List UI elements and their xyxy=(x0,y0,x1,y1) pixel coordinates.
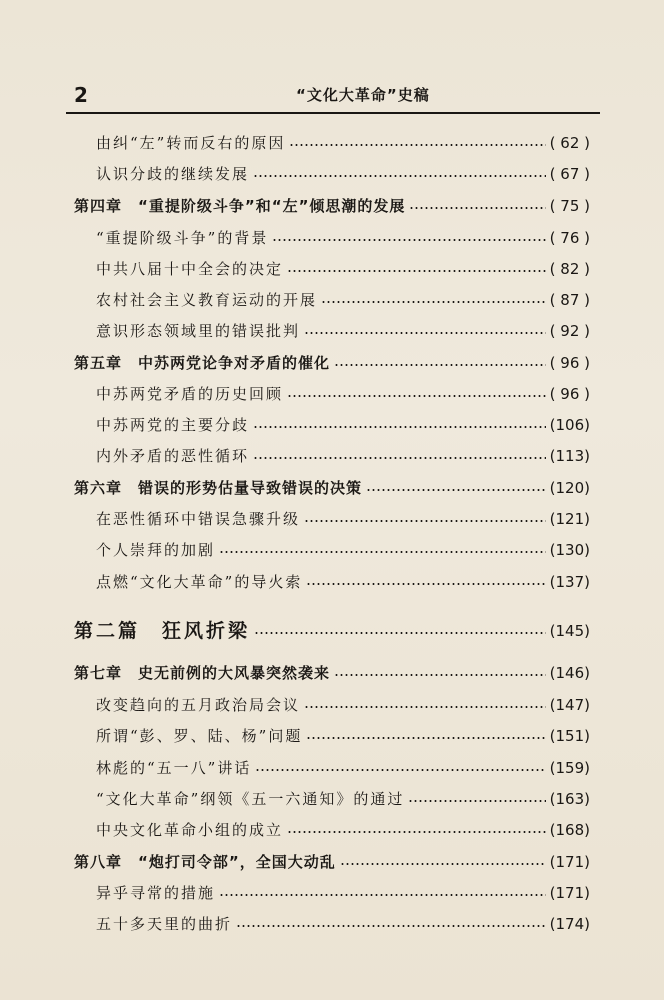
dot-leader xyxy=(219,894,546,896)
toc-entry-page: (137) xyxy=(549,573,590,591)
toc-entry-title: “重提阶级斗争”的背景 xyxy=(96,229,269,247)
toc-entry-title: 农村社会主义教育运动的开展 xyxy=(96,291,318,309)
dot-leader xyxy=(253,457,546,459)
toc-entry-page: (168) xyxy=(549,821,590,839)
toc-section-entry xyxy=(96,723,590,749)
toc-entry-title: 五十多天里的曲折 xyxy=(96,915,233,933)
dot-leader xyxy=(306,737,545,739)
toc-entry-title: 第二篇 狂风折梁 xyxy=(74,620,251,642)
toc-section-entry xyxy=(96,287,590,313)
dot-leader xyxy=(253,175,546,177)
toc-entry-page: ( 67 ) xyxy=(549,165,590,183)
toc-entry-page: (163) xyxy=(549,790,590,808)
toc-section-entry xyxy=(96,318,590,344)
toc-section-entry xyxy=(96,569,590,595)
toc-chapter-entry xyxy=(74,475,590,501)
toc-chapter-entry xyxy=(74,193,590,219)
toc-entry-page: ( 96 ) xyxy=(549,354,590,372)
toc-section-entry xyxy=(96,506,590,532)
toc-entry-page: ( 76 ) xyxy=(549,229,590,247)
toc-entry-page: (130) xyxy=(549,541,590,559)
toc-entry-page: ( 92 ) xyxy=(549,322,590,340)
toc-entry-page: ( 96 ) xyxy=(549,385,590,403)
toc-chapter-entry xyxy=(74,849,590,875)
toc-entry-title: 所谓“彭、罗、陆、杨”问题 xyxy=(96,727,303,745)
toc-entry-title: 第六章 错误的形势估量导致错误的决策 xyxy=(74,479,363,497)
dot-leader xyxy=(272,239,545,241)
dot-leader xyxy=(366,489,546,491)
toc-entry-title: 中共八届十中全会的决定 xyxy=(96,260,284,278)
toc-section-entry xyxy=(96,130,590,156)
toc-entry-page: (171) xyxy=(549,884,590,902)
dot-leader xyxy=(334,674,546,676)
running-title: “文化大革命”史稿 xyxy=(296,86,430,104)
dot-leader xyxy=(236,925,546,927)
dot-leader xyxy=(287,270,546,272)
toc-chapter-entry xyxy=(74,350,590,376)
toc-entry-title: 意识形态领域里的错误批判 xyxy=(96,322,301,340)
dot-leader xyxy=(289,144,545,146)
toc-chapter-entry xyxy=(74,660,590,686)
toc-entry-title: 第八章 “炮打司令部”，全国大动乱 xyxy=(74,853,336,871)
dot-leader xyxy=(254,632,546,634)
toc-section-entry xyxy=(96,786,590,812)
toc-entry-page: ( 62 ) xyxy=(549,134,590,152)
toc-section-entry xyxy=(96,817,590,843)
toc-entry-page: ( 82 ) xyxy=(549,260,590,278)
toc-entry-title: 中苏两党的主要分歧 xyxy=(96,416,250,434)
toc-section-entry xyxy=(96,911,590,937)
toc-entry-page: (120) xyxy=(549,479,590,497)
toc-entry-page: ( 75 ) xyxy=(549,197,590,215)
dot-leader xyxy=(255,769,545,771)
toc-entry-page: ( 87 ) xyxy=(549,291,590,309)
toc-entry-page: (159) xyxy=(549,759,590,777)
toc-section-entry xyxy=(96,692,590,718)
toc-section-entry xyxy=(96,381,590,407)
toc-entry-page: (147) xyxy=(549,696,590,714)
toc-section-entry xyxy=(96,225,590,251)
toc-entry-title: 中央文化革命小组的成立 xyxy=(96,821,284,839)
dot-leader xyxy=(219,551,546,553)
dot-leader xyxy=(409,207,545,209)
toc-part-entry xyxy=(74,616,590,646)
toc-section-entry xyxy=(96,161,590,187)
toc-entry-title: 异乎寻常的措施 xyxy=(96,884,216,902)
dot-leader xyxy=(340,863,546,865)
toc-entry-title: 内外矛盾的恶性循环 xyxy=(96,447,250,465)
dot-leader xyxy=(304,520,546,522)
toc-entry-title: 中苏两党矛盾的历史回顾 xyxy=(96,385,284,403)
toc-entry-page: (113) xyxy=(549,447,590,465)
toc-section-entry xyxy=(96,412,590,438)
dot-leader xyxy=(304,332,546,334)
toc-entry-title: 改变趋向的五月政治局会议 xyxy=(96,696,301,714)
toc-entry-page: (174) xyxy=(549,915,590,933)
dot-leader xyxy=(287,395,546,397)
toc-entry-title: 在恶性循环中错误急骤升级 xyxy=(96,510,301,528)
toc-entry-title: 第七章 史无前例的大风暴突然袭来 xyxy=(74,664,331,682)
dot-leader xyxy=(304,706,546,708)
dot-leader xyxy=(408,800,545,802)
toc-entry-page: (121) xyxy=(549,510,590,528)
dot-leader xyxy=(287,831,546,833)
toc-section-entry xyxy=(96,537,590,563)
toc-entry-page: (171) xyxy=(549,853,590,871)
toc-entry-title: 认识分歧的继续发展 xyxy=(96,165,250,183)
toc-entry-title: 个人崇拜的加剧 xyxy=(96,541,216,559)
toc-entry-page: (146) xyxy=(549,664,590,682)
toc-entry-page: (106) xyxy=(549,416,590,434)
page-number: 2 xyxy=(74,83,88,107)
toc-section-entry xyxy=(96,755,590,781)
dot-leader xyxy=(253,426,546,428)
toc-entry-title: 第四章 “重提阶级斗争”和“左”倾思潮的发展 xyxy=(74,197,406,215)
toc-entry-page: (151) xyxy=(549,727,590,745)
toc-section-entry xyxy=(96,256,590,282)
dot-leader xyxy=(321,301,546,303)
dot-leader xyxy=(306,583,545,585)
toc-entry-title: 第五章 中苏两党论争对矛盾的催化 xyxy=(74,354,331,372)
toc-section-entry xyxy=(96,443,590,469)
toc-entry-title: 由纠“左”转而反右的原因 xyxy=(96,134,286,152)
toc-entry-title: “文化大革命”纲领《五一六通知》的通过 xyxy=(96,790,405,808)
toc-entry-title: 点燃“文化大革命”的导火索 xyxy=(96,573,303,591)
toc-section-entry xyxy=(96,880,590,906)
toc-entry-title: 林彪的“五一八”讲话 xyxy=(96,759,252,777)
dot-leader xyxy=(334,364,546,366)
toc-entry-page: (145) xyxy=(549,622,590,640)
